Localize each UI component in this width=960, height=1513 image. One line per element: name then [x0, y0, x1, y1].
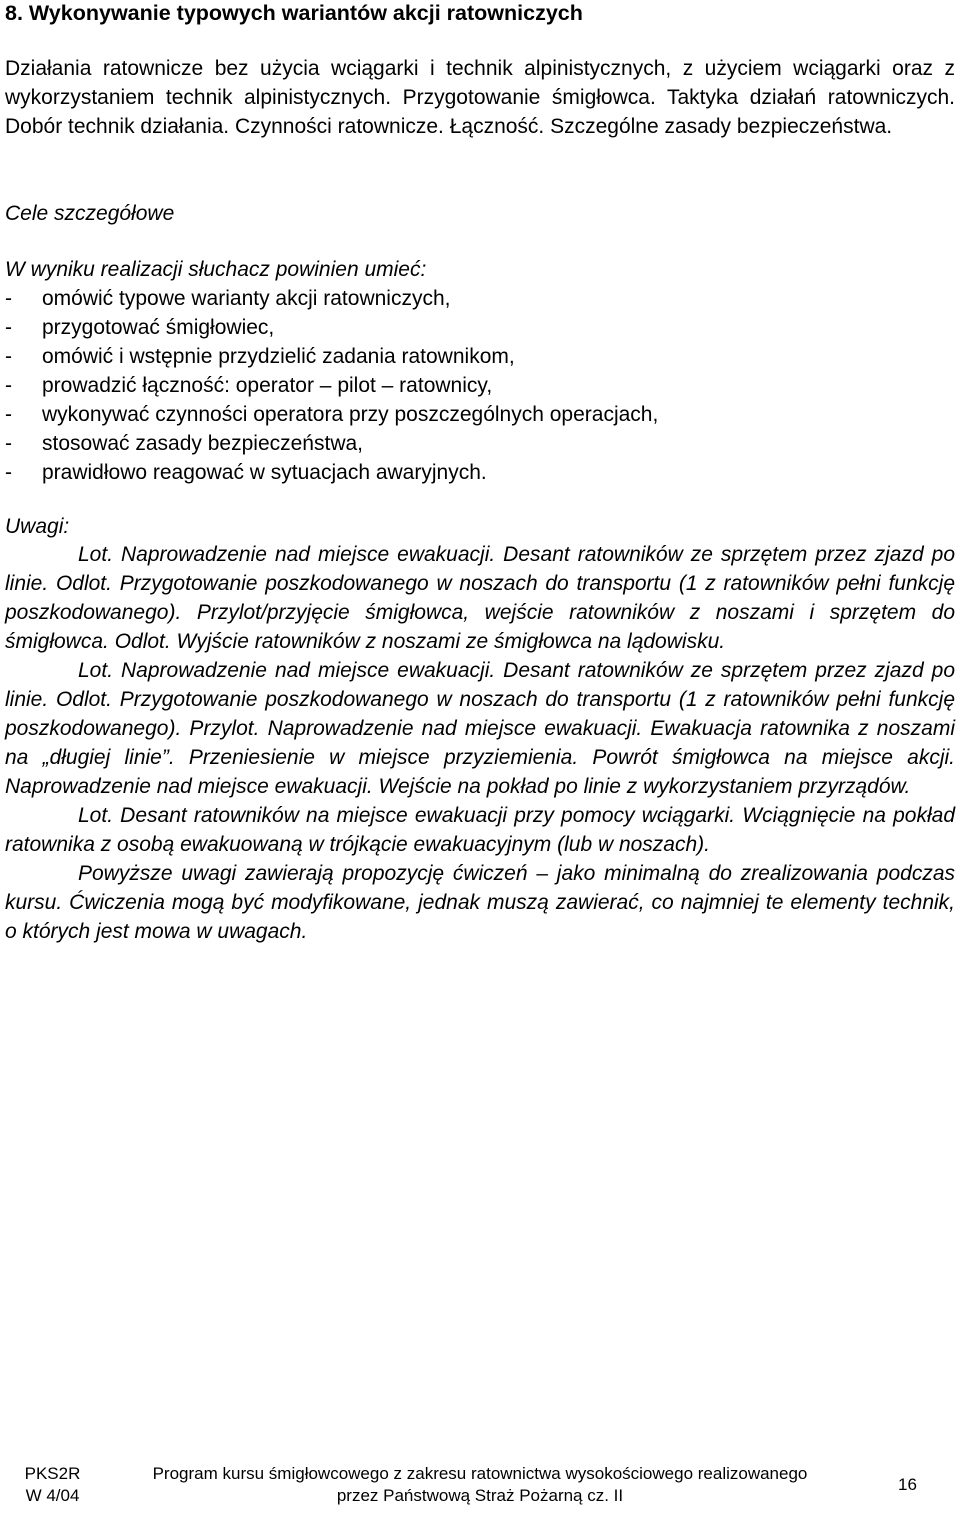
objective-text: stosować zasady bezpieczeństwa, [42, 432, 363, 455]
note-paragraph: Lot. Naprowadzenie nad miejsce ewakuacji. Desant ratowników ze sprzętem przez zjazd po linie. Odlot. Przygotowanie poszkodowanego w noszach do transportu (1 z ratowników pełni funkcję poszkodowanego). Przylot. Naprowadzenie nad miejsce ewakuacji. Ewakuacja ratownika z noszami na „długiej linie”. Przeniesienie w miejsce przyziemienia. Powrót śmigłowca na miejsce akcji. Naprowadzenie nad miejsce ewakuacji. Wejście na pokład po linie z wykorzystaniem przyrządów. [5, 659, 955, 798]
footer-code-line2: W 4/04 [25, 1486, 80, 1505]
objective-item [5, 284, 658, 313]
objectives-title: Cele szczegółowe [5, 202, 175, 225]
objective-item [5, 400, 658, 429]
objective-text: prawidłowo reagować w sytuacjach awaryjnych. [42, 461, 487, 484]
objective-text: omówić i wstępnie przydzielić zadania ratownikom, [42, 345, 515, 368]
list-dash: - [5, 316, 12, 339]
objective-item [5, 429, 658, 458]
objective-item [5, 371, 658, 400]
footer-title-line2: przez Państwową Straż Pożarną cz. II [336, 1486, 624, 1505]
objective-item [5, 313, 658, 342]
notes-label: Uwagi: [5, 515, 70, 538]
intro-paragraph: Działania ratownicze bez użycia wciągarki i technik alpinistycznych, z użyciem wciągarki oraz z wykorzystaniem technik alpinistycznych. Przygotowanie śmigłowca. Taktyka działań ratowniczych. Dobór technik działania. Czynności ratownicze. Łączność. Szczególne zasady bezpieczeństwa. [5, 57, 955, 138]
list-dash: - [5, 287, 12, 310]
footer-program-title [100, 1461, 860, 1509]
notes-body [5, 540, 955, 946]
note-paragraph: Powyższe uwagi zawierają propozycję ćwiczeń – jako minimalną do zrealizowania podczas kursu. Ćwiczenia mogą być modyfikowane, jednak muszą zawierać, co najmniej te elementy technik, o których jest mowa w uwagach. [5, 862, 955, 943]
list-dash: - [5, 432, 12, 455]
page-footer [0, 1461, 960, 1513]
footer-title-line1: Program kursu śmigłowcowego z zakresu ratownictwa wysokościowego realizowanego [152, 1464, 808, 1483]
objective-text: prowadzić łączność: operator – pilot – ratownicy, [42, 374, 493, 397]
list-dash: - [5, 345, 12, 368]
page-number: 16 [898, 1475, 917, 1494]
list-dash: - [5, 461, 12, 484]
objectives-list [5, 284, 658, 487]
footer-document-code [5, 1461, 100, 1509]
list-dash: - [5, 374, 12, 397]
objectives-intro: W wyniku realizacji słuchacz powinien umieć: [5, 258, 427, 281]
list-dash: - [5, 403, 12, 426]
note-paragraph: Lot. Naprowadzenie nad miejsce ewakuacji. Desant ratowników ze sprzętem przez zjazd po linie. Odlot. Przygotowanie poszkodowanego w noszach do transportu (1 z ratowników pełni funkcję poszkodowanego). Przylot/przyjęcie śmigłowca, wejście ratowników z noszami i sprzętem do śmigłowca. Odlot. Wyjście ratowników z noszami ze śmigłowca na lądowisku. [5, 543, 955, 653]
objective-text: wykonywać czynności operatora przy poszczególnych operacjach, [42, 403, 659, 426]
objective-item [5, 458, 658, 487]
note-paragraph: Lot. Desant ratowników na miejsce ewakuacji przy pomocy wciągarki. Wciągnięcie na pokład ratownika z osobą ewakuowaną w trójkącie ewakuacyjnym (lub w noszach). [5, 804, 955, 856]
objective-text: omówić typowe warianty akcji ratowniczych, [42, 287, 451, 310]
section-heading: 8. Wykonywanie typowych wariantów akcji ratowniczych [5, 1, 583, 25]
objective-item [5, 342, 658, 371]
footer-table [5, 1461, 955, 1509]
footer-code-line1: PKS2R [24, 1464, 81, 1483]
objective-text: przygotować śmigłowiec, [42, 316, 275, 339]
